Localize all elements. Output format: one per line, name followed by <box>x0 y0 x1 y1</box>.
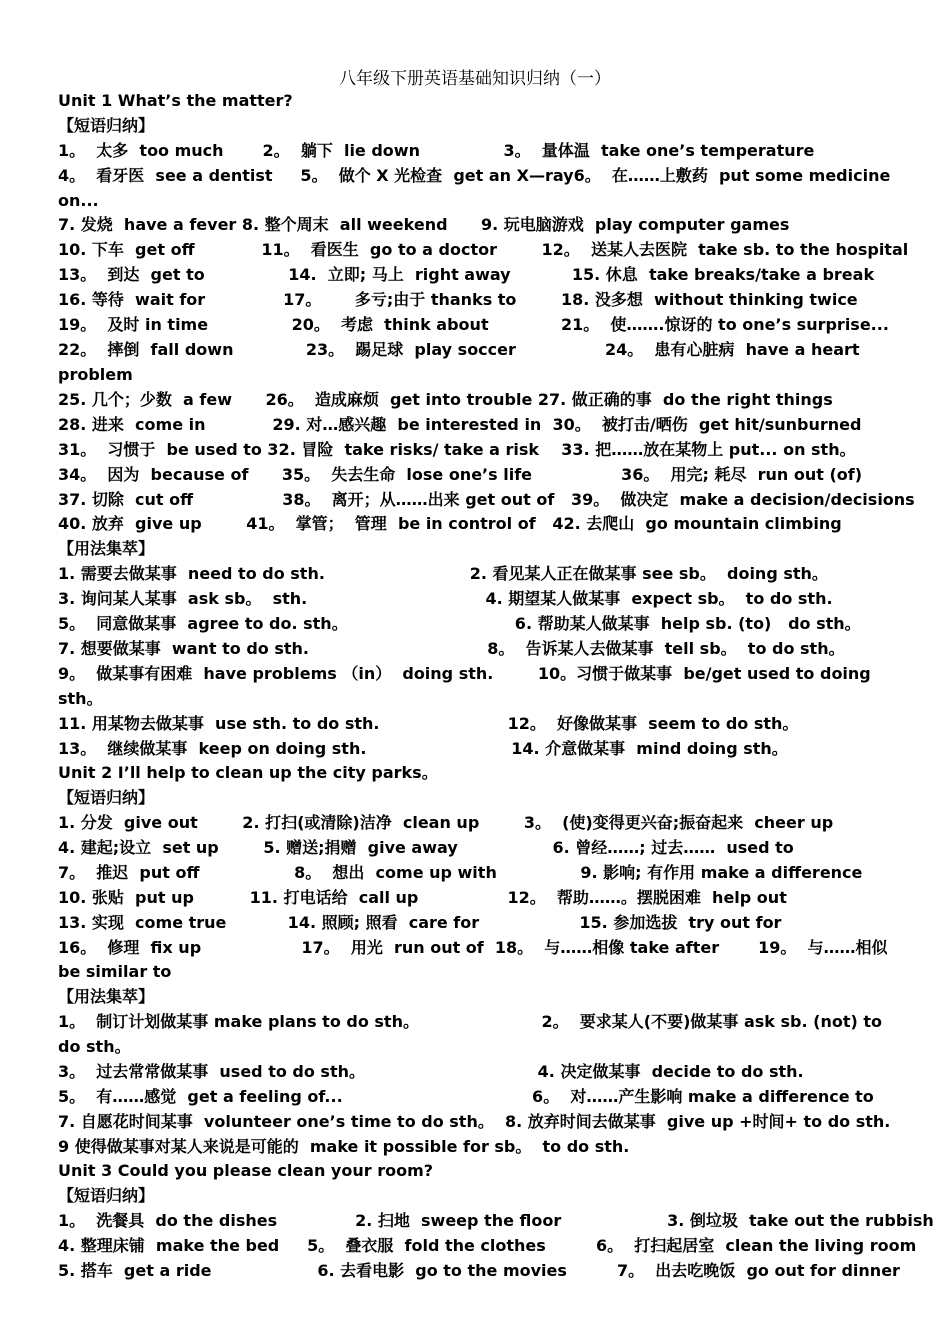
text-line: 4. 建起;设立 set up 5. 赠送;捐赠 give away 6. 曾经……; 过去…… used to <box>58 838 794 857</box>
text-line: 5. 搭车 get a ride 6. 去看电影 go to the movies 7。 出去吃晚饭 go out for dinner <box>58 1261 900 1280</box>
text-line: 31。 习惯于 be used to 32. 冒险 take risks/ take a risk 33. 把……放在某物上 put... on sth。 <box>58 440 856 459</box>
text-line: 22。 摔倒 fall down 23。 踢足球 play soccer 24。 患有心脏病 have a heart <box>58 340 860 359</box>
text-line: 37. 切除 cut off 38。 离开；从……出来 get out of 39。 做决定 make a decision/decisions <box>58 490 915 509</box>
text-line: 19。 及时 in time 20。 考虑 think about 21。 使…….惊讶的 to one’s surprise... <box>58 315 889 334</box>
text-line: 16. 等待 wait for 17。 多亏;由于 thanks to 18. 没多想 without thinking twice <box>58 290 858 309</box>
text-line: 9。 做某事有困难 have problems （in） doing sth. 10。习惯于做某事 be/get used to doing <box>58 664 871 683</box>
text-line: 3. 询问某人某事 ask sb。 sth. 4. 期望某人做某事 expect sb。 to do sth. <box>58 589 833 608</box>
text-line: 1。 洗餐具 do the dishes 2. 扫地 sweep the floor 3. 倒垃圾 take out the rubbish <box>58 1211 934 1230</box>
text-line: 4. 整理床铺 make the bed 5。 叠衣服 fold the clothes 6。 打扫起居室 clean the living room <box>58 1236 917 1255</box>
text-line: 3。 过去常常做某事 used to do sth。 4. 决定做某事 decide to do sth. <box>58 1062 804 1081</box>
text-line: on... <box>58 191 99 210</box>
text-line: 13. 实现 come true 14. 照顾; 照看 care for 15. 参加选拔 try out for <box>58 913 782 932</box>
text-line: problem <box>58 365 133 384</box>
text-line: 34。 因为 because of 35。 失去生命 lose one’s life 36。 用完; 耗尽 run out (of) <box>58 465 863 484</box>
text-line: do sth。 <box>58 1037 131 1056</box>
text-line: 7. 发烧 have a fever 8. 整个周末 all weekend 9. 玩电脑游戏 play computer games <box>58 215 790 234</box>
text-line: 7。 推迟 put off 8。 想出 come up with 9. 影响; 有作用 make a difference <box>58 863 863 882</box>
document-title: 八年级下册英语基础知识归纳（一） <box>339 69 611 89</box>
text-line: 10. 张贴 put up 11. 打电话给 call up 12。 帮助……。摆脱困难 help out <box>58 888 787 907</box>
text-line: 5。 同意做某事 agree to do. sth。 6. 帮助某人做某事 help sb. (to) do sth。 <box>58 614 861 633</box>
section-heading: 【短语归纳】 <box>58 116 155 135</box>
text-line: 25. 几个；少数 a few 26。 造成麻烦 get into trouble 27. 做正确的事 do the right things <box>58 390 833 409</box>
section-heading: 【短语归纳】 <box>58 788 155 807</box>
section-heading: 【用法集萃】 <box>58 539 155 558</box>
text-line: 1. 需要去做某事 need to do sth. 2. 看见某人正在做某事 see sb。 doing sth。 <box>58 564 828 583</box>
unit-heading: Unit 3 Could you please clean your room? <box>58 1161 434 1180</box>
text-line: 7. 想要做某事 want to do sth. 8。 告诉某人去做某事 tell sb。 to do sth。 <box>58 639 845 658</box>
text-line: 4。 看牙医 see a dentist 5。 做个 X 光检查 get an X—ray6。 在……上敷药 put some medicine <box>58 166 891 185</box>
text-line: 9 使得做某事对某人来说是可能的 make it possible for sb。 to do sth. <box>58 1137 630 1156</box>
unit-heading: Unit 1 What’s the matter? <box>58 91 293 110</box>
text-line: 1。 制订计划做某事 make plans to do sth。 2。 要求某人(不要)做某事 ask sb. (not) to <box>58 1012 882 1031</box>
unit-heading: Unit 2 I’ll help to clean up the city parks。 <box>58 763 438 782</box>
text-line: 11. 用某物去做某事 use sth. to do sth. 12。 好像做某事 seem to do sth。 <box>58 714 799 733</box>
text-line: 40. 放弃 give up 41。 掌管； 管理 be in control of 42. 去爬山 go mountain climbing <box>58 514 842 533</box>
text-line: sth。 <box>58 689 103 708</box>
section-heading: 【用法集萃】 <box>58 987 155 1006</box>
text-line: 16。 修理 fix up 17。 用光 run out of 18。 与……相像 take after 19。 与……相似 <box>58 938 888 957</box>
text-line: 13。 继续做某事 keep on doing sth. 14. 介意做某事 mind doing sth。 <box>58 739 788 758</box>
text-line: 28. 进来 come in 29. 对…感兴趣 be interested in 30。 被打击/晒伤 get hit/sunburned <box>58 415 862 434</box>
text-line: be similar to <box>58 962 172 981</box>
text-line: 1. 分发 give out 2. 打扫(或清除)洁净 clean up 3。 (使)变得更兴奋;振奋起来 cheer up <box>58 813 834 832</box>
text-line: 1。 太多 too much 2。 躺下 lie down 3。 量体温 take one’s temperature <box>58 141 815 160</box>
text-line: 7. 自愿花时间某事 volunteer one’s time to do sth。 8. 放弃时间去做某事 give up +时间+ to do sth. <box>58 1112 891 1131</box>
text-line: 5。 有……感觉 get a feeling of... 6。 对……产生影响 make a difference to <box>58 1087 874 1106</box>
section-heading: 【短语归纳】 <box>58 1186 155 1205</box>
text-line: 13。 到达 get to 14. 立即; 马上 right away 15. 休息 take breaks/take a break <box>58 265 875 284</box>
text-line: 10. 下车 get off 11。 看医生 go to a doctor 12。 送某人去医院 take sb. to the hospital <box>58 240 909 259</box>
